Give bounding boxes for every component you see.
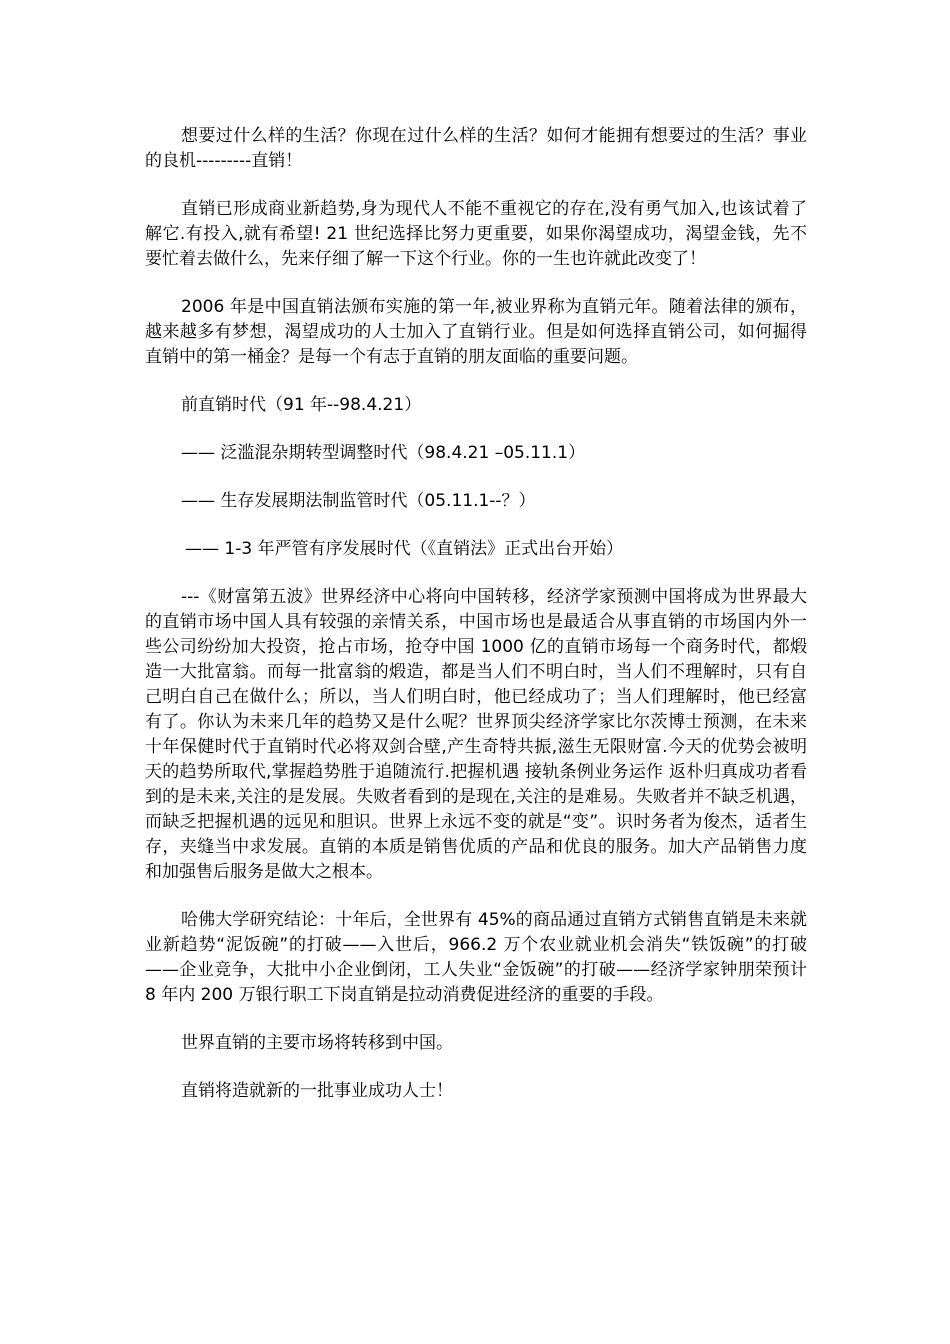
- timeline-era-2: —— 泛滥混杂期转型调整时代（98.4.21 –05.11.1）: [181, 443, 586, 463]
- document-body: [145, 124, 807, 1104]
- paragraph-market-shift: 世界直销的主要市场将转移到中国。: [181, 1033, 453, 1053]
- timeline-era-3: —— 生存发展期法制监管时代（05.11.1--？）: [181, 491, 536, 511]
- timeline-era-4: —— 1-3 年严管有序发展时代（《直销法》正式出台开始）: [185, 539, 624, 559]
- paragraph-2006: 2006 年是中国直销法颁布实施的第一年,被业界称为直销元年。随着法律的颁布，越来越多有梦想，渴望成功的人士加入了直销行业。但是如何选择直销公司，如何掘得直销中的第一桶金？是每一个有志于直销的朋友面临的重要问题。: [145, 297, 807, 367]
- paragraph-harvard: 哈佛大学研究结论：十年后，全世界有 45%的商品通过直销方式销售直销是未来就业新趋势“泥饭碗”的打破——入世后，966.2 万个农业就业机会消失“铁饭碗”的打破——企业竞争，大批中小企业倒闭，工人失业“金饭碗”的打破——经济学家钟朋荣预计 8 年内 200 万银行职工下岗直销是拉动消费促进经济的重要的手段。: [145, 910, 807, 1005]
- timeline-era-1: 前直销时代（91 年--98.4.21）: [181, 395, 422, 415]
- paragraph-closing: 直销将造就新的一批事业成功人士！: [181, 1081, 453, 1101]
- paragraph-trend: 直销已形成商业新趋势,身为现代人不能不重视它的存在,没有勇气加入,也该试着了解它.有投入,就有希望! 21 世纪选择比努力更重要，如果你渴望成功，渴望金钱，先不要忙着去做什么，先来仔细了解一下这个行业。你的一生也许就此改变了！: [145, 199, 807, 269]
- paragraph-intro: 想要过什么样的生活？你现在过什么样的生活？如何才能拥有想要过的生活？事业的良机---------直销！: [145, 126, 807, 171]
- paragraph-fifth-wave: ---《财富第五波》世界经济中心将向中国转移，经济学家预测中国将成为世界最大的直销市场中国人具有较强的亲情关系，中国市场也是最适合从事直销的市场国内外一些公司纷纷加大投资，抢占市场，抢夺中国 1000 亿的直销市场每一个商务时代，都煅造一大批富翁。而每一批富翁的煅造，都是当人们不明白时，当人们不理解时，只有自己明白自己在做什么；所以，当人们明白时，他已经成功了；当人们理解时，他已经富有了。你认为未来几年的趋势又是什么呢？世界顶尖经济学家比尔茨博士预测，在未来十年保健时代于直销时代必将双剑合壁,产生奇特共振,滋生无限财富.今天的优势会被明天的趋势所取代,掌握趋势胜于追随流行.把握机遇 接轨条例业务运作 返朴归真成功者看到的是未来,关注的是发展。失败者看到的是现在,关注的是难易。失败者并不缺乏机遇，而缺乏把握机遇的远见和胆识。世界上永远不变的就是“变”。识时务者为俊杰，适者生存，夹缝当中求发展。直销的本质是销售优质的产品和优良的服务。加大产品销售力度和加强售后服务是做大之根本。: [145, 587, 807, 882]
